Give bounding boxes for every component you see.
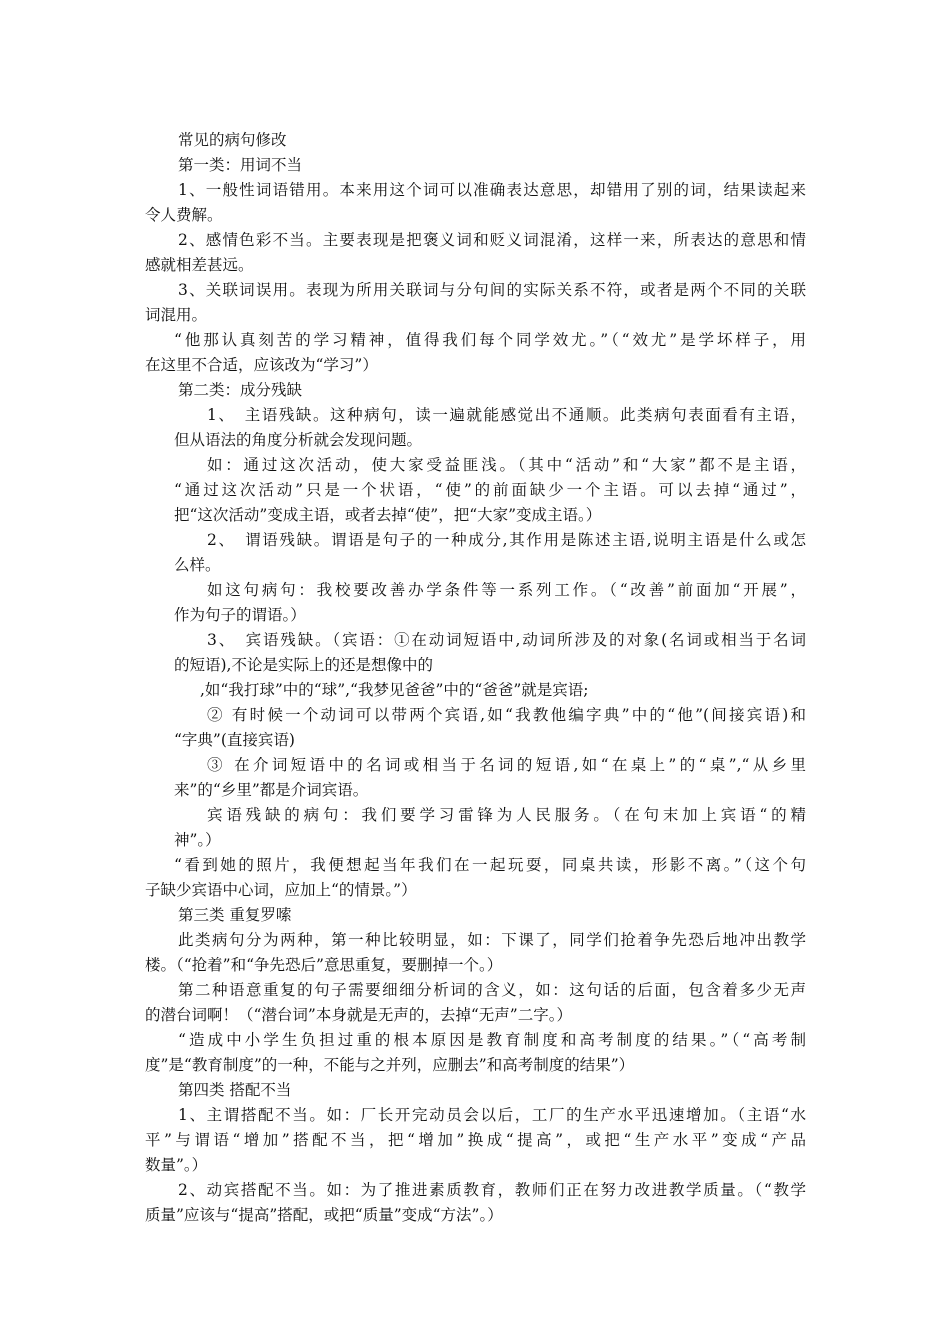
paragraph-line: 第二种语意重复的句子需要细细分析词的含义，如：这句话的后面，包含着多少无声 xyxy=(178,981,806,999)
paragraph-line: 但从语法的角度分析就会发现问题。 xyxy=(174,431,423,449)
paragraph-line: 么样。 xyxy=(174,556,221,574)
paragraph-line: 度”是“教育制度”的一种，不能与之并列，应删去”和高考制度的结果”） xyxy=(145,1056,635,1074)
paragraph-line: 数量”。） xyxy=(145,1156,208,1174)
paragraph-line: ② 有时候一个动词可以带两个宾语,如“我教他编字典”中的“他”(间接宾语)和 xyxy=(207,706,806,724)
paragraph-line: 质量”应该与“提高”搭配，或把“质量”变成“方法”。） xyxy=(145,1206,503,1224)
section-3-heading: 第三类 重复罗嗦 xyxy=(178,906,292,924)
paragraph-line: 子缺少宾语中心词，应加上“的情景。”） xyxy=(145,881,417,899)
paragraph-line: ③ 在介词短语中的名词或相当于名词的短语,如“在桌上”的“桌”,“从乡里 xyxy=(207,756,806,774)
paragraph-line: “通过这次活动”只是一个状语，“使”的前面缺少一个主语。可以去掉“通过”， xyxy=(174,481,806,499)
section-1-heading: 第一类：用词不当 xyxy=(178,156,303,174)
paragraph-line: 3、 宾语残缺。（宾语：①在动词短语中,动词所涉及的对象(名词或相当于名词 xyxy=(207,631,806,649)
paragraph-line: 2、 谓语残缺。谓语是句子的一种成分,其作用是陈述主语,说明主语是什么或怎 xyxy=(207,531,806,549)
paragraph-line: 在这里不合适，应该改为“学习”） xyxy=(145,356,378,374)
paragraph-line: 宾语残缺的病句：我们要学习雷锋为人民服务。（在句末加上宾语“的精 xyxy=(207,806,806,824)
paragraph-line: 1、 主语残缺。这种病句，读一遍就能感觉出不通顺。此类病句表面看有主语， xyxy=(207,406,806,424)
paragraph-line: 3、关联词误用。表现为所用关联词与分句间的实际关系不符，或者是两个不同的关联 xyxy=(178,281,806,299)
paragraph-line: 来”的“乡里”都是介词宾语。 xyxy=(174,781,369,799)
paragraph-line: 2、动宾搭配不当。如：为了推进素质教育，教师们正在努力改进教学质量。（“教学 xyxy=(178,1181,806,1199)
paragraph-line: 令人费解。 xyxy=(145,206,223,224)
paragraph-line: 此类病句分为两种，第一种比较明显，如：下课了，同学们抢着争先恐后地冲出教学 xyxy=(178,931,806,949)
paragraph-line: “造成中小学生负担过重的根本原因是教育制度和高考制度的结果。”（“高考制 xyxy=(178,1031,806,1049)
paragraph-line: 如这句病句：我校要改善办学条件等一系列工作。（“改善”前面加“开展”， xyxy=(207,581,806,599)
paragraph-line: 作为句子的谓语。） xyxy=(174,606,306,624)
paragraph-line: 1、一般性词语错用。本来用这个词可以准确表达意思，却错用了别的词，结果读起来 xyxy=(178,181,806,199)
paragraph-line: 词混用。 xyxy=(145,306,208,324)
paragraph-line: “看到她的照片，我便想起当年我们在一起玩耍，同桌共读，形影不离。”（这个句 xyxy=(174,856,806,874)
paragraph-line: 平”与谓语“增加”搭配不当，把“增加”换成“提高”，或把“生产水平”变成“产品 xyxy=(145,1131,806,1149)
paragraph-line: 如：通过这次活动，使大家受益匪浅。（其中“活动”和“大家”都不是主语， xyxy=(207,456,806,474)
paragraph-line: ,如“我打球”中的“球”,“我梦见爸爸”中的“爸爸”就是宾语; xyxy=(200,681,589,699)
paragraph-line: 楼。（“抢着”和“争先恐后”意思重复，要删掉一个。） xyxy=(145,956,503,974)
section-4-heading: 第四类 搭配不当 xyxy=(178,1081,292,1099)
paragraph-line: 2、感情色彩不当。主要表现是把褒义词和贬义词混淆，这样一来，所表达的意思和情 xyxy=(178,231,806,249)
paragraph-line: 的短语),不论是实际上的还是想像中的 xyxy=(174,656,433,674)
paragraph-line: 的潜台词啊！（“潜台词”本身就是无声的，去掉“无声”二字。） xyxy=(145,1006,572,1024)
paragraph-line: 神”。） xyxy=(174,831,221,849)
section-2-heading: 第二类：成分残缺 xyxy=(178,381,303,399)
paragraph-line: 把“这次活动”变成主语，或者去掉“使”，把“大家”变成主语。） xyxy=(174,506,602,524)
paragraph-line: “字典”(直接宾语) xyxy=(174,731,295,749)
document-title: 常见的病句修改 xyxy=(178,131,287,149)
paragraph-line: 感就相差甚远。 xyxy=(145,256,254,274)
paragraph-line: 1、主谓搭配不当。如：厂长开完动员会以后，工厂的生产水平迅速增加。（主语“水 xyxy=(178,1106,806,1124)
paragraph-line: “他那认真刻苦的学习精神，值得我们每个同学效尤。”（“效尤”是学坏样子，用 xyxy=(174,331,806,349)
